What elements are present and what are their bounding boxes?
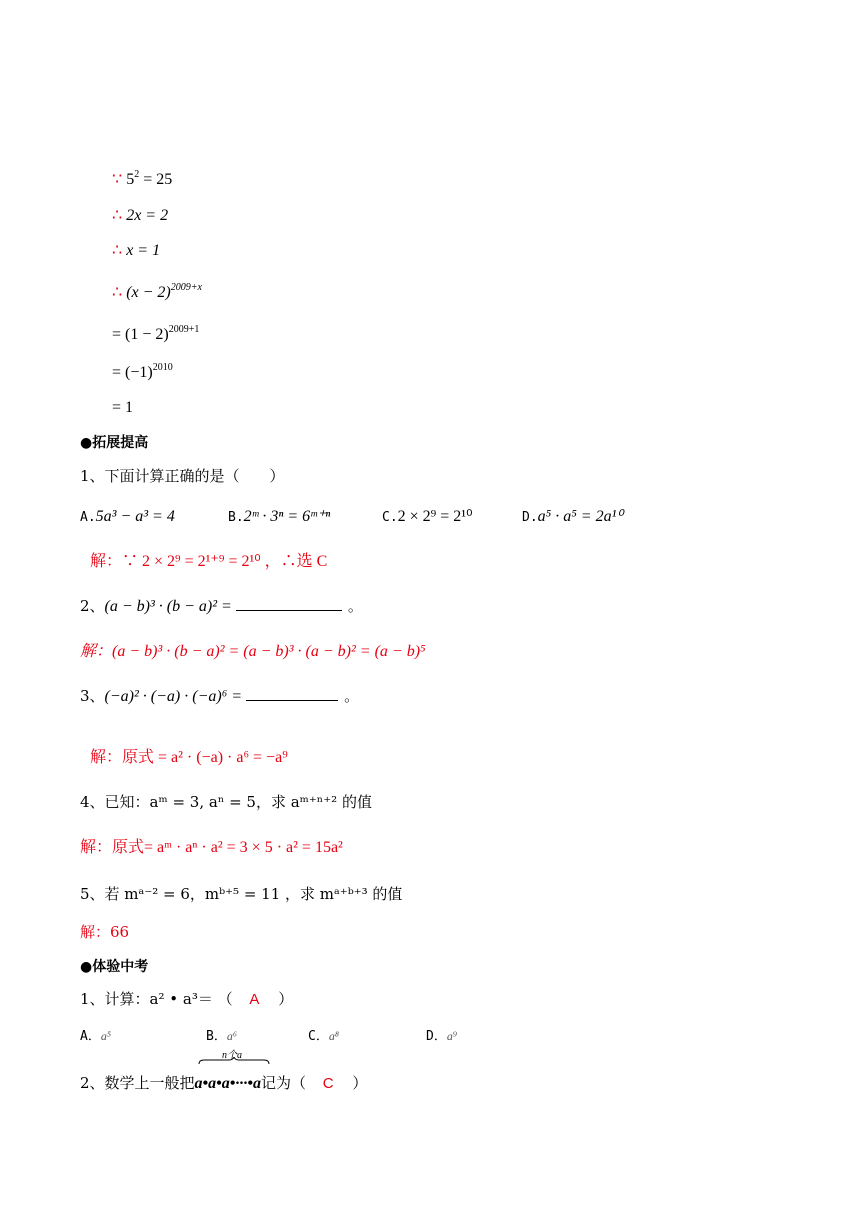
- step-x: ∴ x = 1: [112, 242, 161, 259]
- q3-stem: 3、(−a)² · (−a) · (−a)⁶ = 。: [80, 687, 360, 705]
- q3-answer: 解：原式 = a² · (−a) · a⁶ = −a⁹: [90, 749, 288, 766]
- e1-option-c: C．a⁸: [308, 1029, 339, 1044]
- q2-stem: 2、(a − b)³ · (b − a)² = 。: [80, 597, 363, 615]
- q5-stem: 5、若 mᵃ⁻² = 6，mᵇ⁺⁵ = 11 ，求 mᵃ⁺ᵇ⁺³ 的值: [80, 885, 403, 903]
- step-because: ∵ $5^2 = 25$: [112, 169, 173, 188]
- q1-option-d: D.a⁵ · a⁵ = 2a¹⁰: [522, 508, 623, 525]
- e1-option-d: D．a⁹: [426, 1029, 457, 1044]
- step-expr: ∴ $(x - 2)^{2009+x}$: [112, 282, 202, 301]
- e1-answer: A: [249, 991, 260, 1008]
- e2-answer: C: [322, 1075, 334, 1092]
- q3-blank: [246, 686, 338, 701]
- q2-answer: 解：(a − b)³ · (b − a)² = (a − b)³ · (a − b)² = (a − b)⁵: [80, 643, 426, 660]
- section-title-extension: ●拓展提高: [80, 435, 149, 451]
- q1-answer: 解：∵ 2 × 2⁹ = 2¹⁺⁹ = 2¹⁰ ，∴选 C: [90, 553, 328, 570]
- e1-option-a: A．a⁵: [80, 1029, 111, 1044]
- e1-stem: 1、计算：a² • a³＝ （ A ）: [80, 990, 294, 1008]
- q1-option-a: A.5a³ − a³ = 4: [80, 508, 175, 525]
- e1-option-b: B．a⁶: [206, 1029, 237, 1044]
- step-result: = 1: [112, 399, 134, 416]
- q2-blank: [236, 596, 342, 611]
- q1-stem: 1、下面计算正确的是（ ）: [80, 467, 285, 485]
- overbrace-icon: [198, 1057, 270, 1065]
- q1-option-c: C.2 × 2⁹ = 2¹⁰: [382, 508, 473, 525]
- q4-answer: 解：原式= aᵐ · aⁿ · a² = 3 × 5 · a² = 15a²: [80, 839, 343, 856]
- e2-brace-label: n个a: [222, 1050, 242, 1061]
- e2-stem: 2、数学上一般把a•a•a•···•a记为（ C ）: [80, 1074, 368, 1092]
- q5-answer: 解：66: [80, 923, 130, 941]
- step-sub: = $(1 - 2)^{2009+1}$: [112, 324, 200, 343]
- section-title-exam: ●体验中考: [80, 959, 149, 975]
- q1-option-b: B.2ᵐ · 3ⁿ = 6ᵐ⁺ⁿ: [228, 508, 331, 525]
- step-2x: ∴ 2x = 2: [112, 207, 169, 224]
- step-neg1: = $(-1)^{2010}$: [112, 362, 173, 381]
- q4-stem: 4、已知：aᵐ = 3, aⁿ = 5，求 aᵐ⁺ⁿ⁺² 的值: [80, 793, 372, 811]
